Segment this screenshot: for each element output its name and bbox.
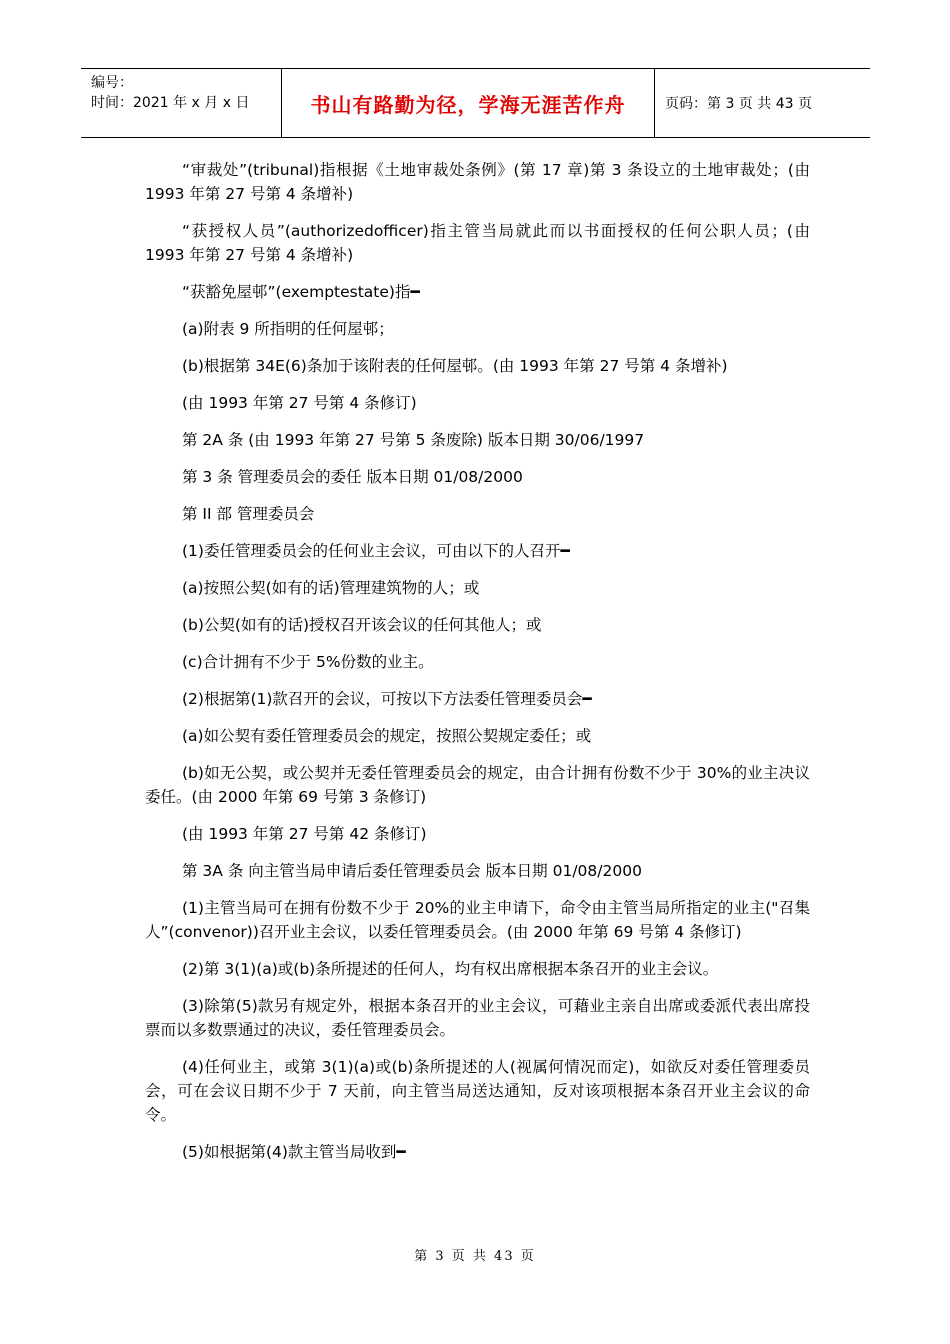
section-heading: 第 3A 条 向主管当局申请后委任管理委员会 版本日期 01/08/2000 — [182, 862, 642, 880]
paragraph: (1)主管当局可在拥有份数不少于 20%的业主申请下，命令由主管当局所指定的业主("召集人”(convenor))召开业主会议，以委任管理委员会。(由 2000 年第 69 号第 4 条修订) — [145, 899, 810, 941]
paragraph: (由 1993 年第 27 号第 42 条修订) — [182, 825, 427, 843]
paragraph: (1)委任管理委员会的任何业主会议，可由以下的人召开━ — [182, 542, 570, 560]
paragraph: (c)合计拥有不少于 5%份数的业主。 — [182, 653, 434, 671]
paragraph: (由 1993 年第 27 号第 4 条修订) — [182, 394, 417, 412]
paragraph: (b)根据第 34E(6)条加于该附表的任何屋邨。(由 1993 年第 27 号第 4 条增补) — [182, 357, 728, 375]
paragraph: “审裁处”(tribunal)指根据《土地审裁处条例》(第 17 章)第 3 条设立的土地审裁处；(由 1993 年第 27 号第 4 条增补) — [145, 161, 810, 203]
paragraph: (5)如根据第(4)款主管当局收到━ — [182, 1143, 406, 1161]
paragraph: “获豁免屋邨”(exemptestate)指━ — [182, 283, 420, 301]
number-label: 编号： — [91, 75, 133, 91]
paragraph: (a)如公契有委任管理委员会的规定，按照公契规定委任；或 — [182, 727, 592, 745]
section-heading: 第 2A 条 (由 1993 年第 27 号第 5 条废除) 版本日期 30/06/1997 — [182, 431, 645, 449]
paragraph: (b)公契(如有的话)授权召开该会议的任何其他人；或 — [182, 616, 542, 634]
paragraph: (a)附表 9 所指明的任何屋邨； — [182, 320, 394, 338]
paragraph: (2)第 3(1)(a)或(b)条所提述的任何人，均有权出席根据本条召开的业主会议。 — [182, 960, 719, 978]
header-motto: 书山有路勤为径，学海无涯苦作舟 — [282, 69, 655, 137]
section-heading: 第 3 条 管理委员会的委任 版本日期 01/08/2000 — [182, 468, 523, 486]
date-label: 时间：2021 年 x 月 x 日 — [91, 95, 250, 111]
paragraph: (3)除第(5)款另有规定外，根据本条召开的业主会议，可藉业主亲自出席或委派代表出席投票而以多数票通过的决议，委任管理委员会。 — [145, 997, 810, 1039]
header-page-info: 页码：第 3 页 共 43 页 — [665, 96, 812, 112]
page-footer: 第 3 页 共 43 页 — [414, 1249, 536, 1264]
paragraph: (4)任何业主，或第 3(1)(a)或(b)条所提述的人(视属何情况而定)，如欲反对委任管理委员会，可在会议日期不少于 7 天前，向主管当局送达通知，反对该项根据本条召开业主会议的命令。 — [145, 1058, 810, 1124]
paragraph: (b)如无公契，或公契并无委任管理委员会的规定，由合计拥有份数不少于 30%的业主决议委任。(由 2000 年第 69 号第 3 条修订) — [145, 764, 810, 806]
document-body — [145, 158, 810, 1177]
paragraph: (2)根据第(1)款召开的会议，可按以下方法委任管理委员会━ — [182, 690, 592, 708]
paragraph: (a)按照公契(如有的话)管理建筑物的人；或 — [182, 579, 480, 597]
paragraph: “获授权人员”(authorizedofficer)指主管当局就此而以书面授权的任何公职人员；(由 1993 年第 27 号第 4 条增补) — [145, 222, 810, 264]
part-heading: 第 II 部 管理委员会 — [182, 505, 315, 523]
page-header — [81, 68, 870, 138]
header-meta-cell — [81, 69, 282, 137]
